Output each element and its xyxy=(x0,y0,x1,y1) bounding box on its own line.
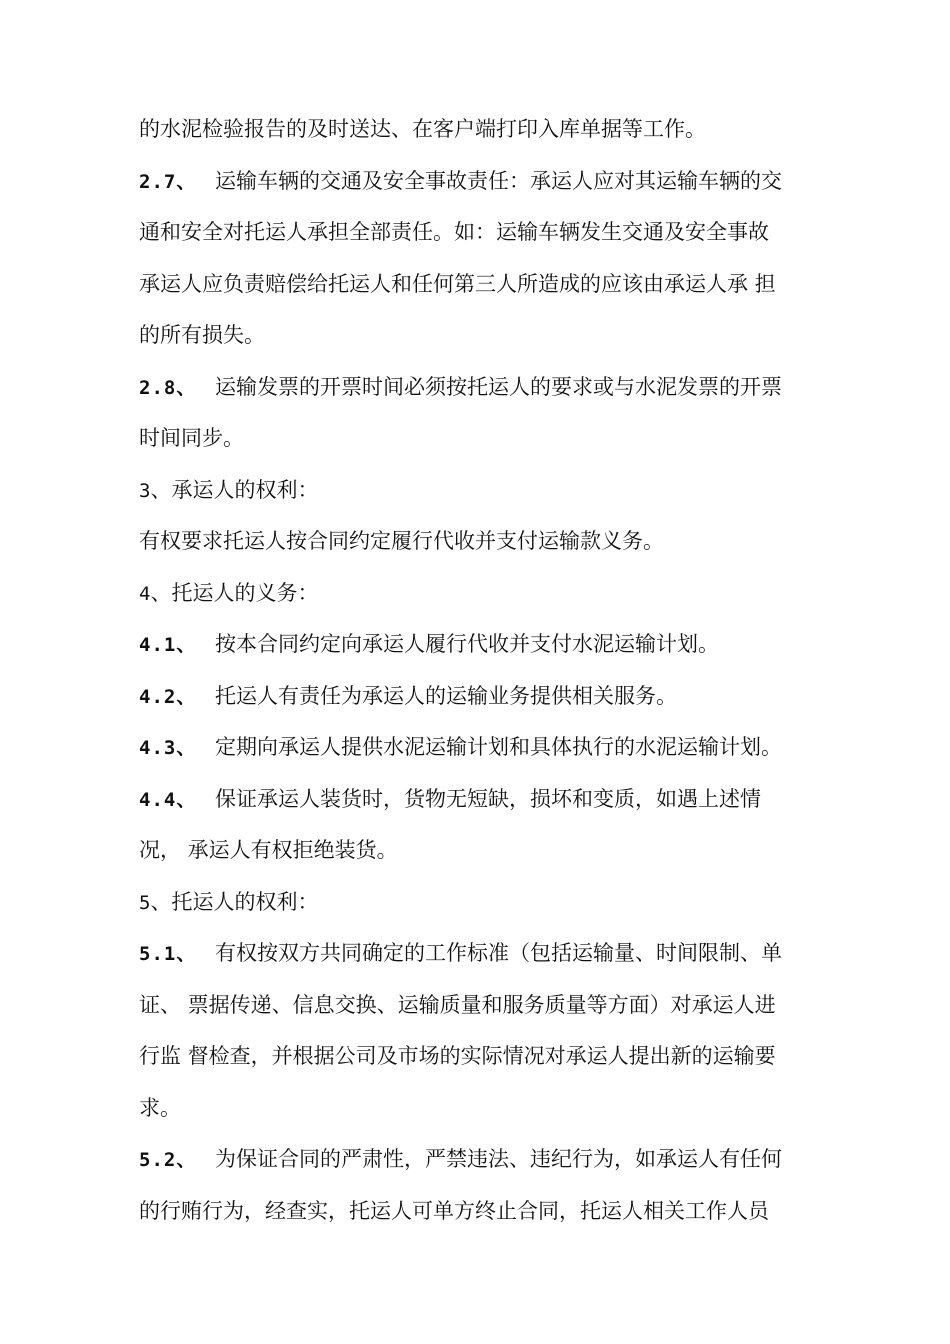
section-title: 、托运人的权利： xyxy=(150,889,319,914)
clause-2-7 xyxy=(139,156,829,208)
paragraph-line xyxy=(139,516,829,568)
line-text: 为保证合同的严肃性，严禁违法、违纪行为，如承运人有任何 xyxy=(215,1147,782,1171)
line-text: 证、 票据传递、信息交换、运输质量和服务质量等方面）对承运人进 xyxy=(139,992,776,1017)
line-text: 保证承运人装货时，货物无短缺，损坏和变质，如遇上述情 xyxy=(215,786,761,811)
clause-number: 4.3、 xyxy=(139,737,197,759)
clause-number: 2.8、 xyxy=(139,376,197,399)
line-text: 时间同步。 xyxy=(139,426,244,450)
line-text: 运输车辆的交通及安全事故责任：承运人应对其运输车辆的交 xyxy=(215,168,782,193)
clause-4-1 xyxy=(139,619,829,671)
paragraph-line xyxy=(139,310,829,362)
paragraph-line xyxy=(139,1083,829,1135)
clause-5-1 xyxy=(139,928,829,980)
clause-number: 5.2、 xyxy=(139,1149,197,1171)
clause-number: 4.1、 xyxy=(139,634,197,656)
line-text: 有权按双方共同确定的工作标准（包括运输量、时间限制、单 xyxy=(215,941,782,965)
line-text: 求。 xyxy=(139,1095,181,1120)
line-text: 况， 承运人有权拒绝装货。 xyxy=(139,838,398,862)
section-title: 、托运人的义务： xyxy=(150,580,319,605)
paragraph-line xyxy=(139,825,829,877)
line-text: 按本合同约定向承运人履行代收并支付水泥运输计划。 xyxy=(215,632,719,656)
line-text: 的水泥检验报告的及时送达、在客户端打印入库单据等工作。 xyxy=(139,117,706,141)
section-number: 3 xyxy=(139,479,151,502)
clause-5-2 xyxy=(139,1134,829,1186)
paragraph-line xyxy=(139,413,829,465)
paragraph-line xyxy=(139,1186,829,1238)
clause-2-8 xyxy=(139,362,829,414)
clause-number: 4.4、 xyxy=(139,788,197,811)
document-body xyxy=(139,104,829,1237)
section-3-heading xyxy=(139,465,829,517)
line-text: 的所有损失。 xyxy=(139,323,265,347)
paragraph-line xyxy=(139,1031,829,1083)
paragraph-line xyxy=(139,980,829,1032)
clause-4-2 xyxy=(139,671,829,723)
section-number: 4 xyxy=(139,582,151,605)
section-5-heading xyxy=(139,877,829,929)
line-text: 定期向承运人提供水泥运输计划和具体执行的水泥运输计划。 xyxy=(215,735,782,759)
paragraph-line xyxy=(139,104,829,156)
line-text: 承运人应负责赔偿给托运人和任何第三人所造成的应该由承运人承 担 xyxy=(139,271,776,296)
paragraph-line xyxy=(139,259,829,311)
clause-number: 2.7、 xyxy=(139,170,197,193)
line-text: 有权要求托运人按合同约定履行代收并支付运输款义务。 xyxy=(139,529,664,553)
section-title: 、承运人的权利： xyxy=(150,477,319,502)
clause-4-3 xyxy=(139,722,829,774)
line-text: 托运人有责任为承运人的运输业务提供相关服务。 xyxy=(215,683,677,708)
line-text: 运输发票的开票时间必须按托运人的要求或与水泥发票的开票 xyxy=(215,374,782,399)
line-text: 的行贿行为，经查实，托运人可单方终止合同，托运人相关工作人员 xyxy=(139,1198,769,1223)
section-4-heading xyxy=(139,568,829,620)
clause-4-4 xyxy=(139,774,829,826)
section-number: 5 xyxy=(139,891,151,914)
clause-number: 5.1、 xyxy=(139,943,197,965)
clause-number: 4.2、 xyxy=(139,685,197,708)
line-text: 通和安全对托运人承担全部责任。如：运输车辆发生交通及安全事故 xyxy=(139,220,769,244)
line-text: 行监 督检查，并根据公司及市场的实际情况对承运人提出新的运输要 xyxy=(139,1044,776,1068)
paragraph-line xyxy=(139,207,829,259)
